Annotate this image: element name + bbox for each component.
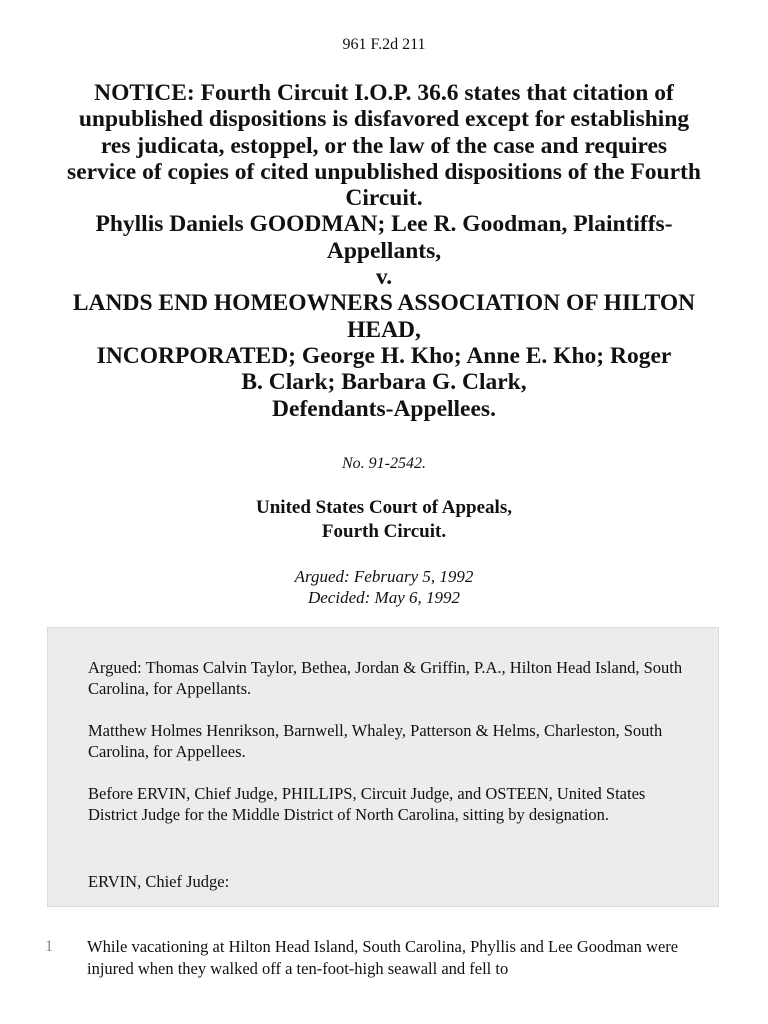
counsel-appellees: Matthew Holmes Henrikson, Barnwell, Whaley, Patterson & Helms, Charleston, South Carolina, for Appellees.	[88, 721, 663, 761]
notice-line: unpublished dispositions is disfavored except for establishing	[78, 106, 690, 133]
case-heading	[30, 80, 738, 422]
notice-line: res judicata, estoppel, or the law of the case and requires	[100, 132, 668, 159]
parties-line: B. Clark; Barbara G. Clark,	[241, 369, 527, 396]
court-name-line: United States Court of Appeals,	[256, 497, 512, 518]
case-dates	[0, 566, 768, 608]
opinion-paragraph	[0, 936, 768, 1024]
parties-line: Appellants,	[326, 237, 442, 264]
notice-line: NOTICE: Fourth Circuit I.O.P. 36.6 states that citation of	[94, 80, 674, 106]
parties-line: INCORPORATED; George H. Kho; Anne E. Kho; Roger	[96, 342, 672, 369]
parties-line: Defendants-Appellees.	[272, 395, 496, 422]
notice-line: Circuit.	[345, 185, 423, 212]
parties-line: Phyllis Daniels GOODMAN; Lee R. Goodman, Plaintiffs-	[95, 211, 673, 238]
court-name	[0, 496, 768, 544]
counsel-appellants: Argued: Thomas Calvin Taylor, Bethea, Jordan & Griffin, P.A., Hilton Head Island, South Carolina, for Appellants.	[88, 658, 683, 698]
opinion-author: ERVIN, Chief Judge:	[88, 872, 230, 891]
paragraph-text: While vacationing at Hilton Head Island, South Carolina, Phyllis and Lee Goodman were injured when they walked off a ten-foot-high seawall and fell to	[87, 937, 679, 978]
paragraph-number: 1	[45, 938, 53, 955]
decided-date: Decided: May 6, 1992	[307, 588, 460, 607]
parties-line: HEAD,	[347, 316, 421, 343]
parties-line: LANDS END HOMEOWNERS ASSOCIATION OF HILTON	[72, 290, 696, 317]
counsel-box	[47, 627, 719, 907]
court-name-line: Fourth Circuit.	[321, 521, 447, 542]
panel-judges: Before ERVIN, Chief Judge, PHILLIPS, Circuit Judge, and OSTEEN, United States District Judge for the Middle District of North Carolina, sitting by designation.	[88, 784, 646, 824]
case-citation: 961 F.2d 211	[342, 36, 426, 53]
notice-line: service of copies of cited unpublished dispositions of the Fourth	[67, 158, 701, 185]
parties-line: v.	[375, 264, 393, 291]
argued-date: Argued: February 5, 1992	[294, 567, 474, 586]
docket-number: No. 91-2542.	[342, 455, 426, 472]
